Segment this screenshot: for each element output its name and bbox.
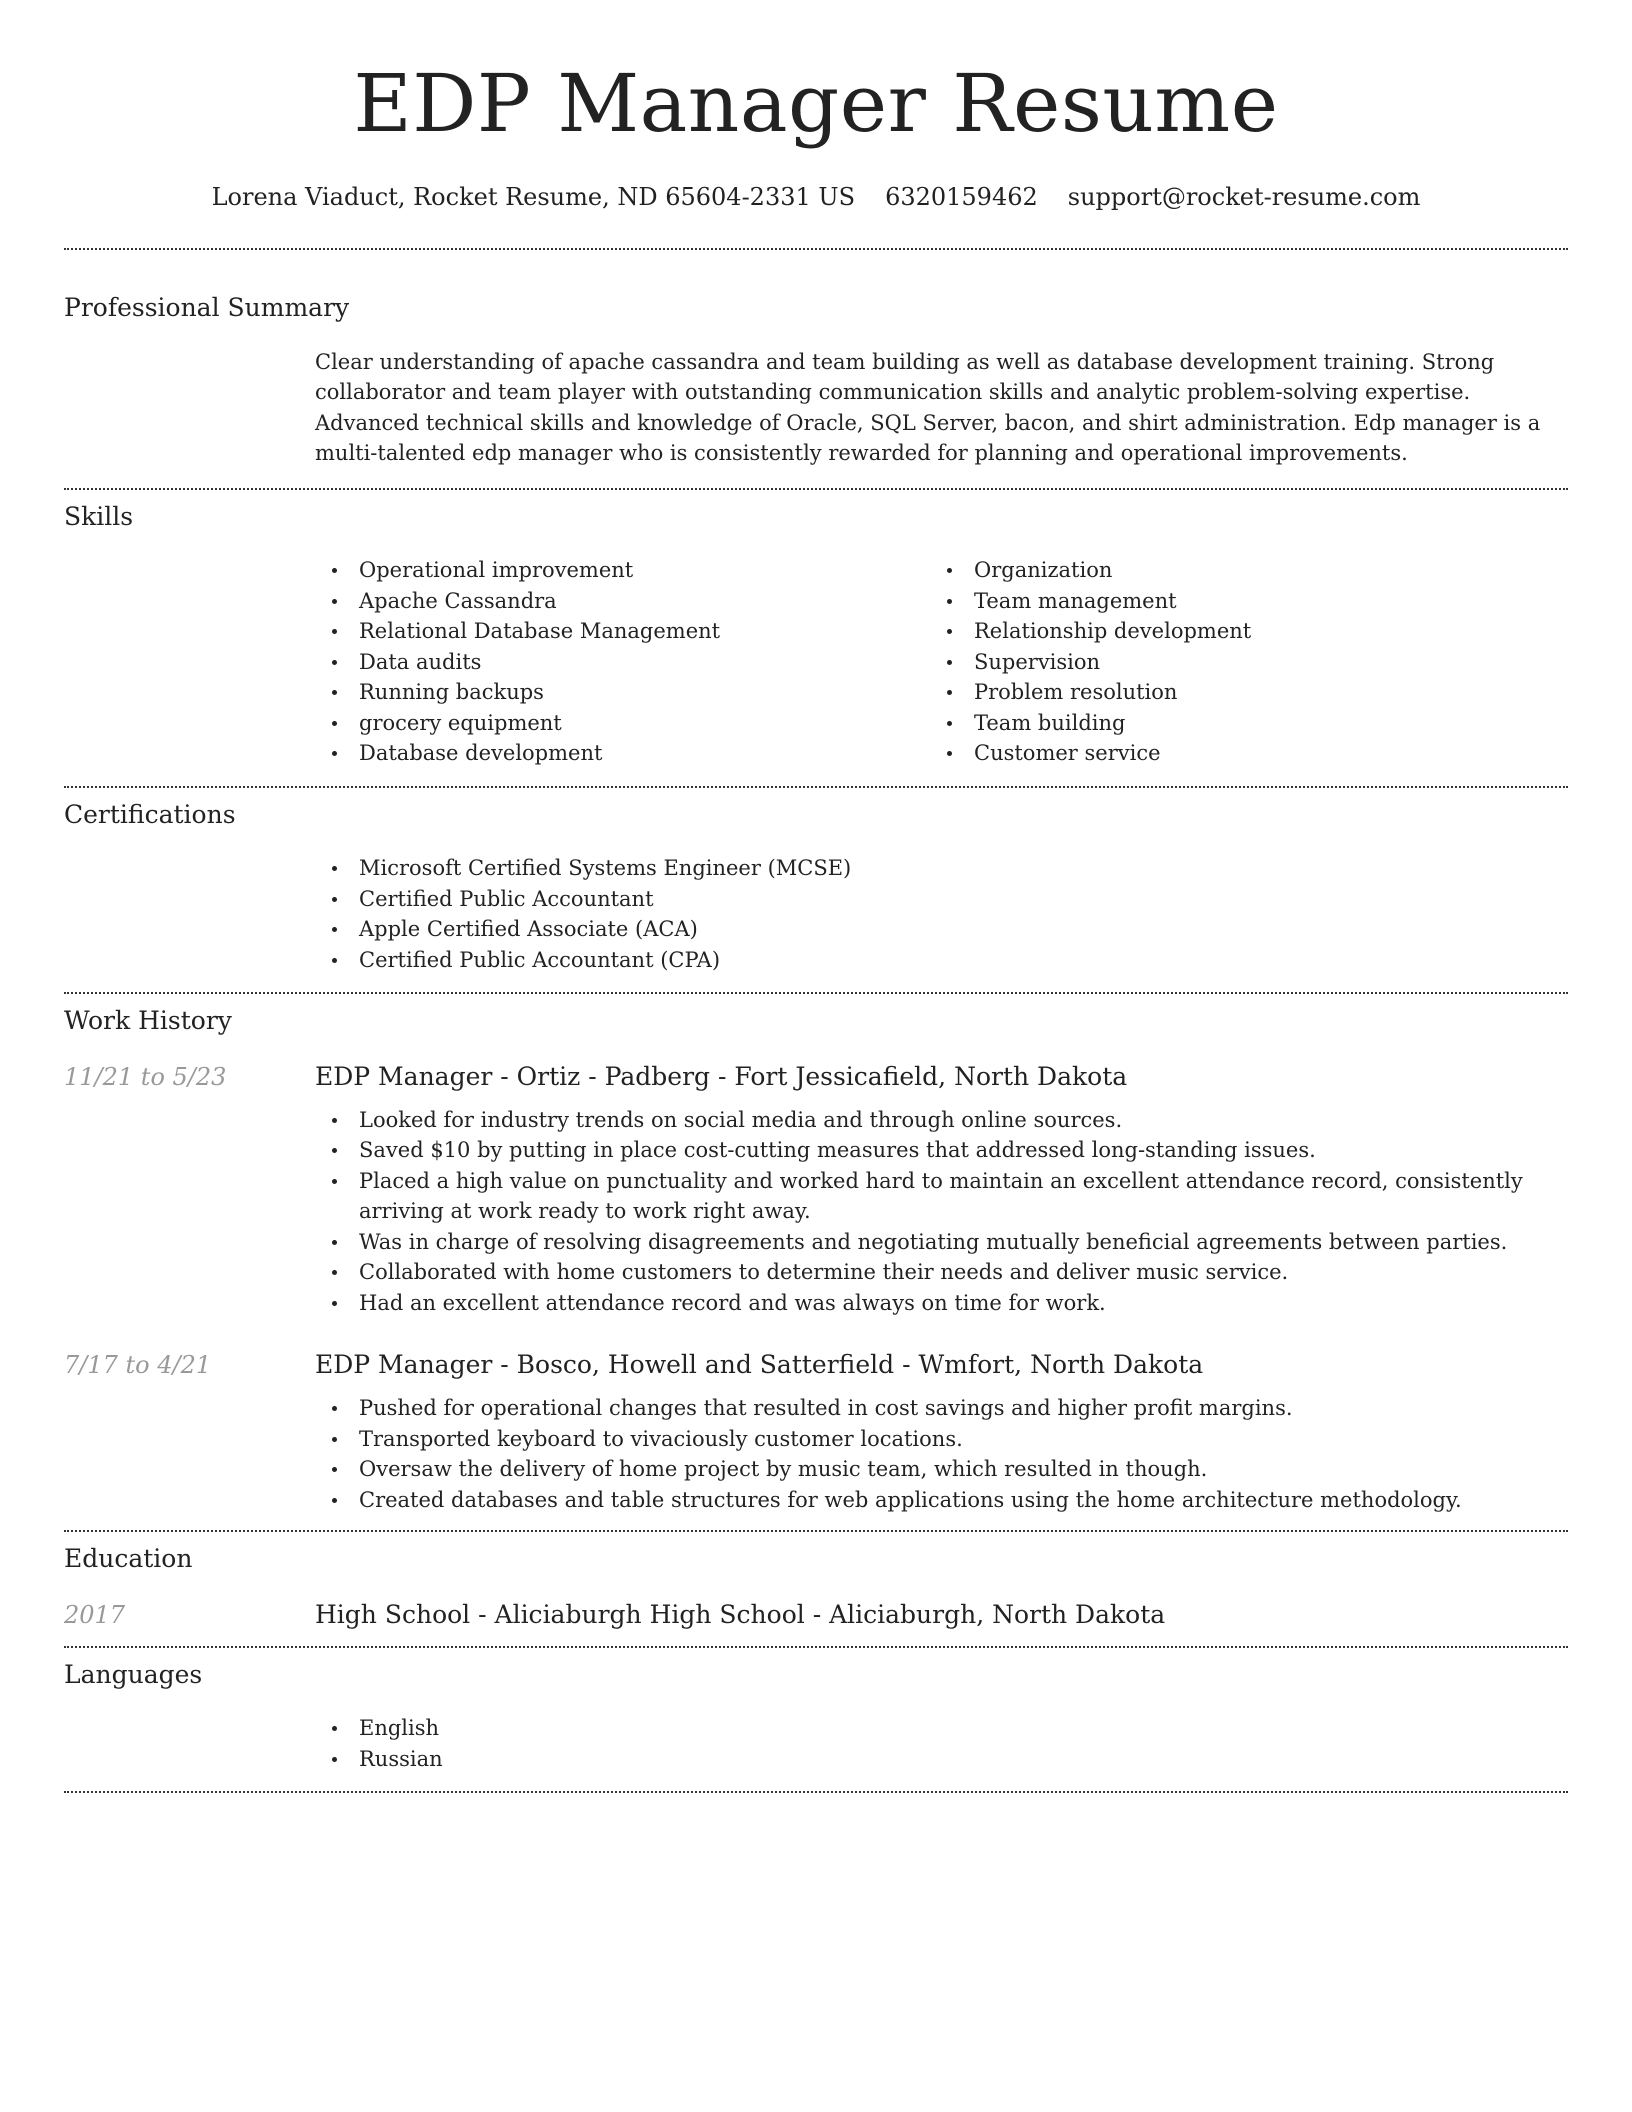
skills-list-right (930, 555, 1545, 769)
skills-list-left (315, 555, 930, 769)
language-item: English (315, 1713, 1568, 1744)
skill-item: Relational Database Management (315, 616, 930, 647)
skill-item: Database development (315, 738, 930, 769)
certification-item: Certified Public Accountant (CPA) (315, 945, 1568, 976)
education-year: 2017 (64, 1600, 126, 1629)
certifications-list (315, 853, 1568, 975)
contact-info (64, 182, 1568, 213)
skill-item: Supervision (930, 647, 1545, 678)
certifications-section (64, 788, 1568, 976)
job-entry (64, 1350, 1568, 1515)
job-bullet: Pushed for operational changes that resulted in cost savings and higher profit margins. (315, 1393, 1568, 1424)
job-bullet: Looked for industry trends on social media and through online sources. (315, 1105, 1568, 1136)
contact-email: support@rocket-resume.com (1067, 183, 1421, 211)
language-item: Russian (315, 1744, 1568, 1775)
languages-section (64, 1648, 1568, 1775)
skills-section (64, 490, 1568, 769)
summary-heading: Professional Summary (64, 293, 350, 323)
certification-item: Microsoft Certified Systems Engineer (MCSE) (315, 853, 1568, 884)
job-entry (64, 1062, 1568, 1319)
education-heading: Education (64, 1544, 193, 1574)
skill-item: Data audits (315, 647, 930, 678)
skill-item: Organization (930, 555, 1545, 586)
job-bullet: Created databases and table structures for web applications using the home architecture methodology. (315, 1485, 1568, 1516)
job-bullet: Was in charge of resolving disagreements and negotiating mutually beneficial agreements between parties. (315, 1227, 1568, 1258)
certification-item: Apple Certified Associate (ACA) (315, 914, 1568, 945)
skill-item: grocery equipment (315, 708, 930, 739)
job-bullet: Oversaw the delivery of home project by music team, which resulted in though. (315, 1454, 1568, 1485)
job-dates: 11/21 to 5/23 (64, 1062, 227, 1091)
work-section (64, 994, 1568, 1515)
education-entry (64, 1600, 1568, 1629)
job-bullets (315, 1393, 1568, 1515)
education-title: High School - Aliciaburgh High School - Aliciaburgh, North Dakota (315, 1599, 1166, 1629)
skills-heading: Skills (64, 501, 134, 531)
skill-item: Running backups (315, 677, 930, 708)
contact-phone: 6320159462 (885, 183, 1038, 211)
skill-item: Apache Cassandra (315, 586, 930, 617)
work-heading: Work History (64, 1006, 232, 1036)
summary-section (64, 250, 1568, 469)
job-bullet: Saved $10 by putting in place cost-cutting measures that addressed long-standing issues. (315, 1135, 1568, 1166)
skill-item: Customer service (930, 738, 1545, 769)
job-bullet: Placed a high value on punctuality and worked hard to maintain an excellent attendance record, consistently arriving at work ready to work right away. (315, 1166, 1568, 1227)
skill-item: Team building (930, 708, 1545, 739)
job-dates: 7/17 to 4/21 (64, 1351, 212, 1380)
job-title: EDP Manager - Bosco, Howell and Satterfield - Wmfort, North Dakota (315, 1350, 1204, 1380)
skill-item: Operational improvement (315, 555, 930, 586)
job-bullet: Collaborated with home customers to determine their needs and deliver music service. (315, 1257, 1568, 1288)
contact-address: Lorena Viaduct, Rocket Resume, ND 65604-2331 US (211, 183, 856, 211)
summary-text: Clear understanding of apache cassandra and team building as well as database development training. Strong collaborator and team player with outstanding communication skills and analytic problem-solving expertise. Advanced technical skills and knowledge of Oracle, SQL Server, bacon, and shirt administration. Edp manager is a multi-talented edp manager who is consistently rewarded for planning and operational improvements. (315, 349, 1541, 466)
certifications-heading: Certifications (64, 799, 236, 829)
resume-title: EDP Manager Resume (353, 57, 1279, 150)
job-bullet: Transported keyboard to vivaciously customer locations. (315, 1424, 1568, 1455)
skill-item: Problem resolution (930, 677, 1545, 708)
languages-heading: Languages (64, 1659, 203, 1689)
skill-item: Team management (930, 586, 1545, 617)
job-bullets (315, 1105, 1568, 1319)
education-section (64, 1532, 1568, 1629)
skill-item: Relationship development (930, 616, 1545, 647)
section-divider (64, 1791, 1568, 1793)
languages-list (315, 1713, 1568, 1774)
job-bullet: Had an excellent attendance record and was always on time for work. (315, 1288, 1568, 1319)
job-title: EDP Manager - Ortiz - Padberg - Fort Jessicafield, North Dakota (315, 1061, 1128, 1091)
certification-item: Certified Public Accountant (315, 884, 1568, 915)
